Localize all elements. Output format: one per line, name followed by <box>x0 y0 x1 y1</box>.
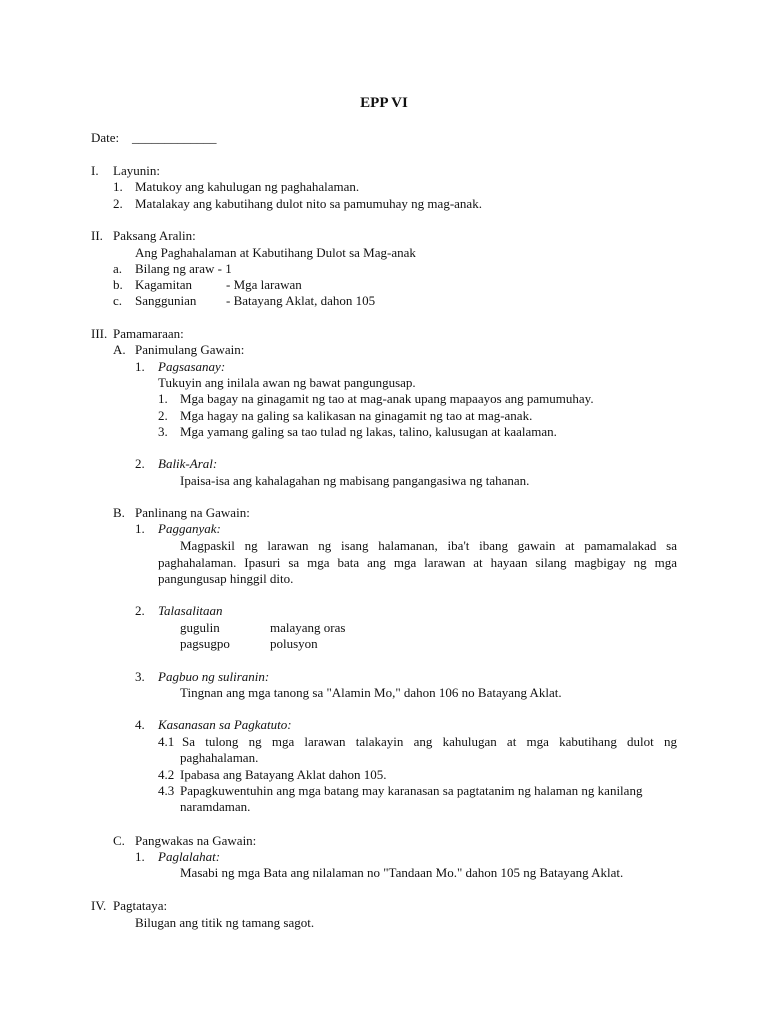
learning-item-number: 4.3 <box>158 783 175 798</box>
activity-text: Masabi ng mga Bata ang nilalaman no "Tandaan Mo." dahon 105 ng Batayang Aklat. <box>180 865 624 880</box>
subject-item-letter: c. <box>113 293 123 308</box>
subject-item-value: - Batayang Aklat, dahon 105 <box>226 293 376 308</box>
objective-number: 1. <box>113 179 123 194</box>
activity-title: Talasalitaan <box>158 603 223 618</box>
activity-number: 1. <box>135 359 145 374</box>
subject-item-label: Bilang ng araw - 1 <box>135 261 232 276</box>
part-c-heading: Pangwakas na Gawain: <box>135 833 257 848</box>
section-iv-number: IV. <box>91 898 107 913</box>
activity-title: Pagsasanay: <box>158 359 226 374</box>
activity-title: Paglalahat: <box>158 849 221 864</box>
date-blank: _____________ <box>132 130 217 145</box>
motivation-text-line: pangungusap hinggil dito. <box>158 571 294 586</box>
part-a-letter: A. <box>113 342 126 357</box>
activity-title: Pagbuo ng suliranin: <box>158 669 270 684</box>
evaluation-instruction: Bilugan ang titik ng tamang sagot. <box>135 915 315 930</box>
part-b-heading: Panlinang na Gawain: <box>135 505 250 520</box>
activity-title: Balik-Aral: <box>158 456 218 471</box>
section-iii-heading: Pamamaraan: <box>113 326 184 341</box>
activity-instruction: Tukuyin ang inilala awan ng bawat pangungusap. <box>158 375 416 390</box>
topic-title: Ang Paghahalaman at Kabutihang Dulot sa Mag-anak <box>135 245 416 260</box>
activity-text: Tingnan ang mga tanong sa "Alamin Mo," dahon 106 no Batayang Aklat. <box>180 685 562 700</box>
activity-title: Kasanasan sa Pagkatuto: <box>158 717 292 732</box>
activity-number: 2. <box>135 603 145 618</box>
learning-item-text: Papagkuwentuhin ang mga batang may karanasan sa pagtatanim ng halaman ng kanilang <box>180 783 643 798</box>
subject-item-value: - Mga larawan <box>226 277 302 292</box>
subject-item-label: Kagamitan <box>135 277 193 292</box>
drill-item-number: 1. <box>158 391 168 406</box>
drill-item-text: Mga bagay na ginagamit ng tao at mag-anak upang mapaayos ang pamumuhay. <box>180 391 594 406</box>
learning-item-text: paghahalaman. <box>180 750 259 765</box>
activity-number: 4. <box>135 717 145 732</box>
section-i-heading: Layunin: <box>113 163 160 178</box>
objective-number: 2. <box>113 196 123 211</box>
date-label: Date: <box>91 130 120 145</box>
activity-number: 3. <box>135 669 145 684</box>
subject-item-letter: a. <box>113 261 123 276</box>
vocabulary-word: malayang oras <box>270 620 346 635</box>
section-ii-heading: Paksang Aralin: <box>113 228 196 243</box>
learning-item-number: 4.1 <box>158 734 175 749</box>
drill-item-number: 3. <box>158 424 168 439</box>
drill-item-text: Mga yamang galing sa tao tulad ng lakas, talino, kalusugan at kaalaman. <box>180 424 557 439</box>
activity-number: 1. <box>135 521 145 536</box>
vocabulary-word: polusyon <box>270 636 318 651</box>
vocabulary-word: pagsugpo <box>180 636 230 651</box>
part-c-letter: C. <box>113 833 125 848</box>
part-b-letter: B. <box>113 505 125 520</box>
activity-text: Ipaisa-isa ang kahalagahan ng mabisang pangangasiwa ng tahanan. <box>180 473 530 488</box>
document-title: EPP VI <box>360 95 408 111</box>
section-iii-number: III. <box>91 326 108 341</box>
learning-item-number: 4.2 <box>158 767 175 782</box>
activity-title: Pagganyak: <box>158 521 221 536</box>
objective-text: Matalakay ang kabutihang dulot nito sa pamumuhay ng mag-anak. <box>135 196 482 211</box>
learning-item-text: naramdaman. <box>180 799 251 814</box>
activity-number: 1. <box>135 849 145 864</box>
activity-number: 2. <box>135 456 145 471</box>
learning-item-text: Ipabasa ang Batayang Aklat dahon 105. <box>180 767 387 782</box>
drill-item-text: Mga hagay na galing sa kalikasan na ginagamit ng tao at mag-anak. <box>180 408 533 423</box>
subject-item-letter: b. <box>113 277 123 292</box>
subject-item-label: Sanggunian <box>135 293 197 308</box>
section-i-number: I. <box>91 163 99 178</box>
vocabulary-word: gugulin <box>180 620 220 635</box>
objective-text: Matukoy ang kahulugan ng paghahalaman. <box>135 179 360 194</box>
section-iv-heading: Pagtataya: <box>113 898 168 913</box>
drill-item-number: 2. <box>158 408 168 423</box>
motivation-text-line: Magpaskil ng larawan ng isang halamanan, iba't ibang gawain at pamamalakad sa <box>180 538 677 553</box>
part-a-heading: Panimulang Gawain: <box>135 342 245 357</box>
motivation-text-line: paghahalaman. Ipasuri sa mga bata ang mga larawan at hayaan silang magbigay ng mga <box>158 555 677 570</box>
section-ii-number: II. <box>91 228 103 243</box>
learning-item-text: Sa tulong ng mga larawan talakayin ang kahulugan at mga kabutihang dulot ng <box>182 734 677 749</box>
